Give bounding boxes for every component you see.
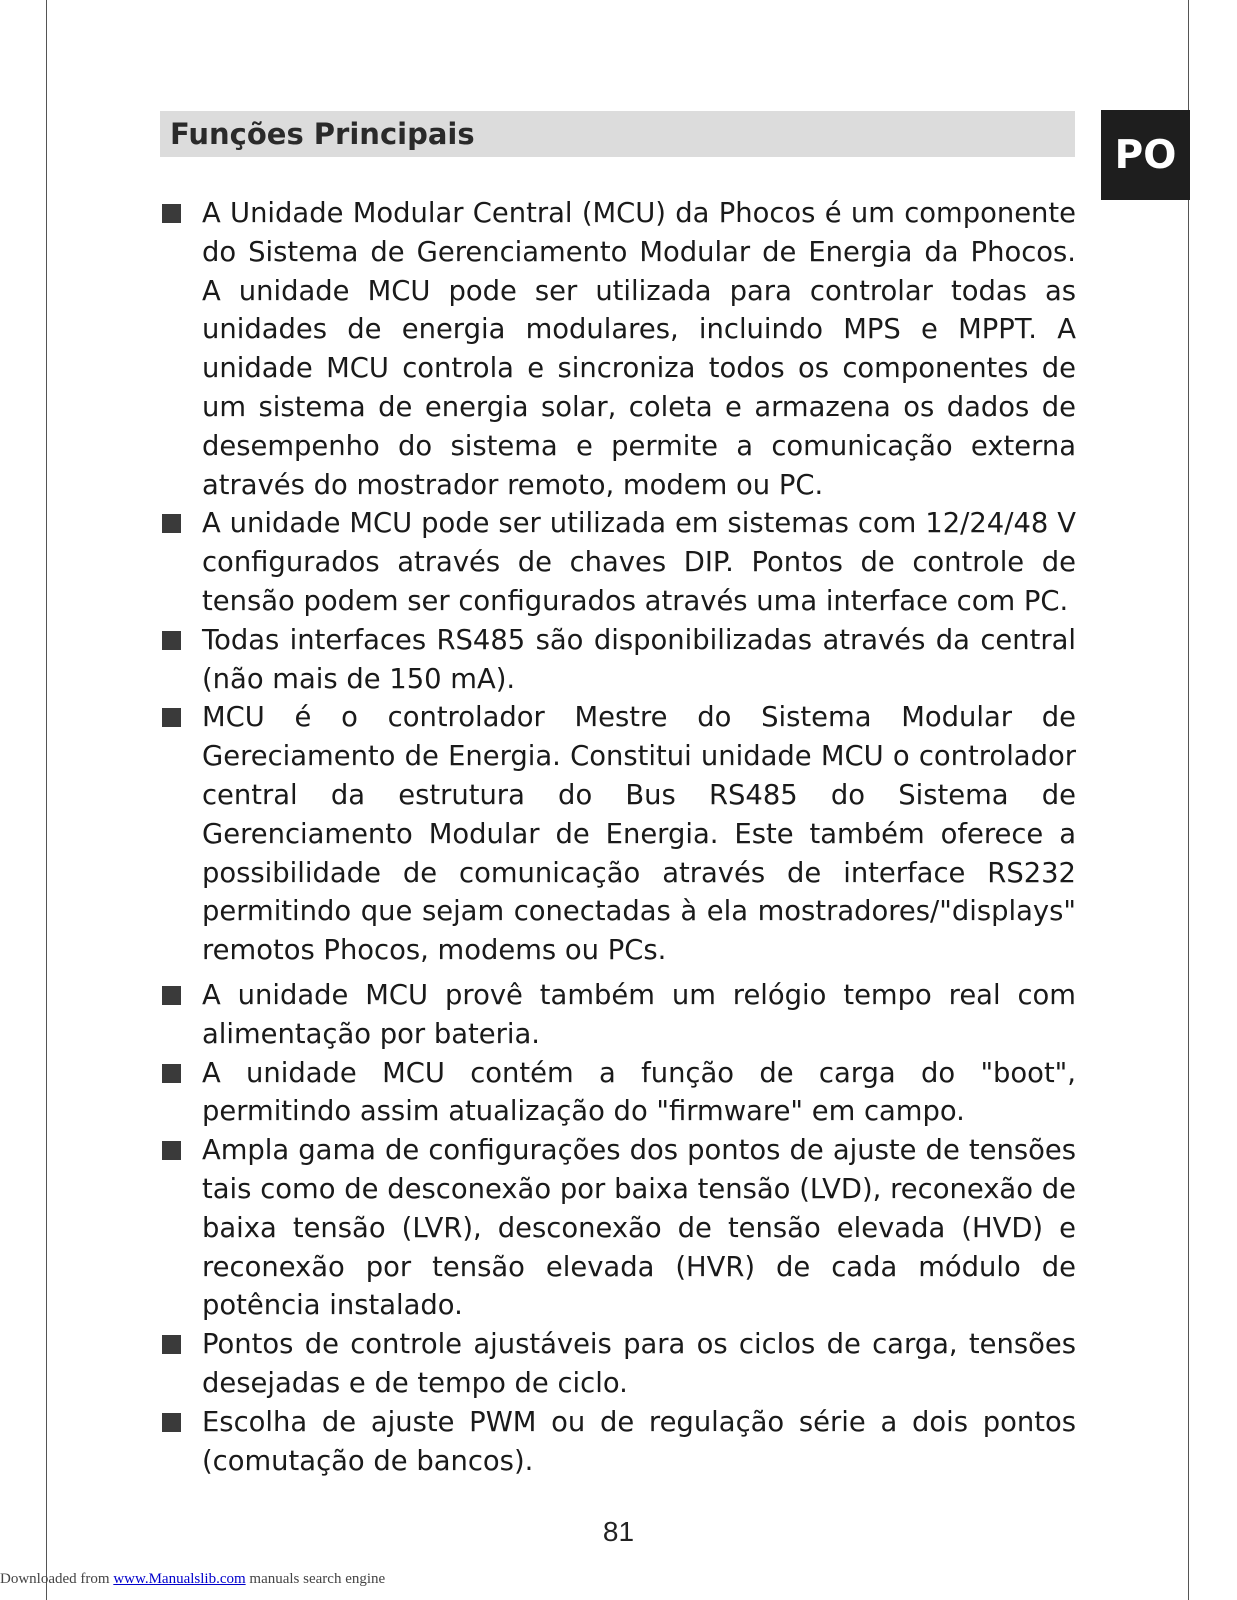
list-item [160, 195, 1076, 505]
page-left-border [46, 0, 47, 1600]
page-right-border [1188, 0, 1189, 1600]
list-item-text: Escolha de ajuste PWM ou de regulação série a dois pontos (comutação de bancos). [202, 1406, 1076, 1477]
list-item-text: Ampla gama de configurações dos pontos de ajuste de tensões tais como de desconexão por baixa tensão (LVD), reconexão de baixa tensão (LVR), desconexão de tensão elevada (HVD) e reconexão por tensão elevada (HVR) de cada módulo de potência instalado. [202, 1135, 1076, 1322]
bullet-square-icon [162, 1413, 181, 1432]
bullet-square-icon [162, 1141, 181, 1160]
list-item [160, 1404, 1076, 1482]
list-item-text: Pontos de controle ajustáveis para os ciclos de carga, tensões desejadas e de tempo de ciclo. [202, 1329, 1076, 1399]
footer-suffix: manuals search engine [245, 1571, 386, 1587]
bullet-square-icon [162, 514, 181, 533]
list-item [160, 1326, 1076, 1404]
list-item-text: A Unidade Modular Central (MCU) da Phocos é um componente do Sistema de Gerenciamento Modular de Energia da Phocos. A unidade MCU pode ser utilizada para controlar todas as unidades de energia modulares, incluindo MPS e MPPT. A unidade MCU controla e sincroniza todos os componentes de um sistema de energia solar, coleta e armazena os dados de desempenho do sistema e permite a comunicação externa através do mostrador remoto, modem ou PC. [202, 198, 1076, 501]
list-item [160, 977, 1076, 1055]
language-tab: PO [1101, 110, 1190, 200]
page-number: 81 [602, 1516, 635, 1547]
bullet-square-icon [162, 1335, 181, 1354]
list-item [160, 505, 1076, 621]
list-item [160, 1132, 1076, 1326]
bullet-square-icon [162, 204, 181, 223]
list-item-text: MCU é o controlador Mestre do Sistema Modular de Gereciamento de Energia. Constitui unidade MCU o controlador central da estrutura do Bus RS485 do Sistema de Gerenciamento Modular de Energia. Este também oferece a possibilidade de comunicação através de interface RS232 permitindo que sejam conectadas à ela mostradores/"displays" remotos Phocos, modems ou PCs. [202, 702, 1076, 967]
list-item-text: A unidade MCU provê também um relógio tempo real com alimentação por bateria. [202, 979, 1076, 1050]
bullet-square-icon [162, 631, 181, 650]
footer-prefix: Downloaded from [0, 1571, 114, 1587]
list-item [160, 699, 1076, 971]
manualslib-link[interactable]: www.Manualslib.com [113, 1571, 246, 1587]
feature-list [160, 195, 1076, 1481]
list-item [160, 1055, 1076, 1133]
list-item-text: Todas interfaces RS485 são disponibilizadas através da central (não mais de 150 mA). [202, 624, 1076, 695]
download-footer [0, 1571, 385, 1588]
list-item-text: A unidade MCU contém a função de carga do "boot", permitindo assim atualização do "firmware" em campo. [202, 1057, 1076, 1128]
list-item [160, 622, 1076, 700]
bullet-square-icon [162, 708, 181, 727]
section-heading-bar [160, 111, 1075, 157]
section-heading: Funções Principais [170, 117, 475, 151]
list-item-text: A unidade MCU pode ser utilizada em sistemas com 12/24/48 V configurados através de chaves DIP. Pontos de controle de tensão podem ser configurados através uma interface com PC. [202, 508, 1076, 617]
bullet-square-icon [162, 1064, 181, 1083]
bullet-square-icon [162, 986, 181, 1005]
